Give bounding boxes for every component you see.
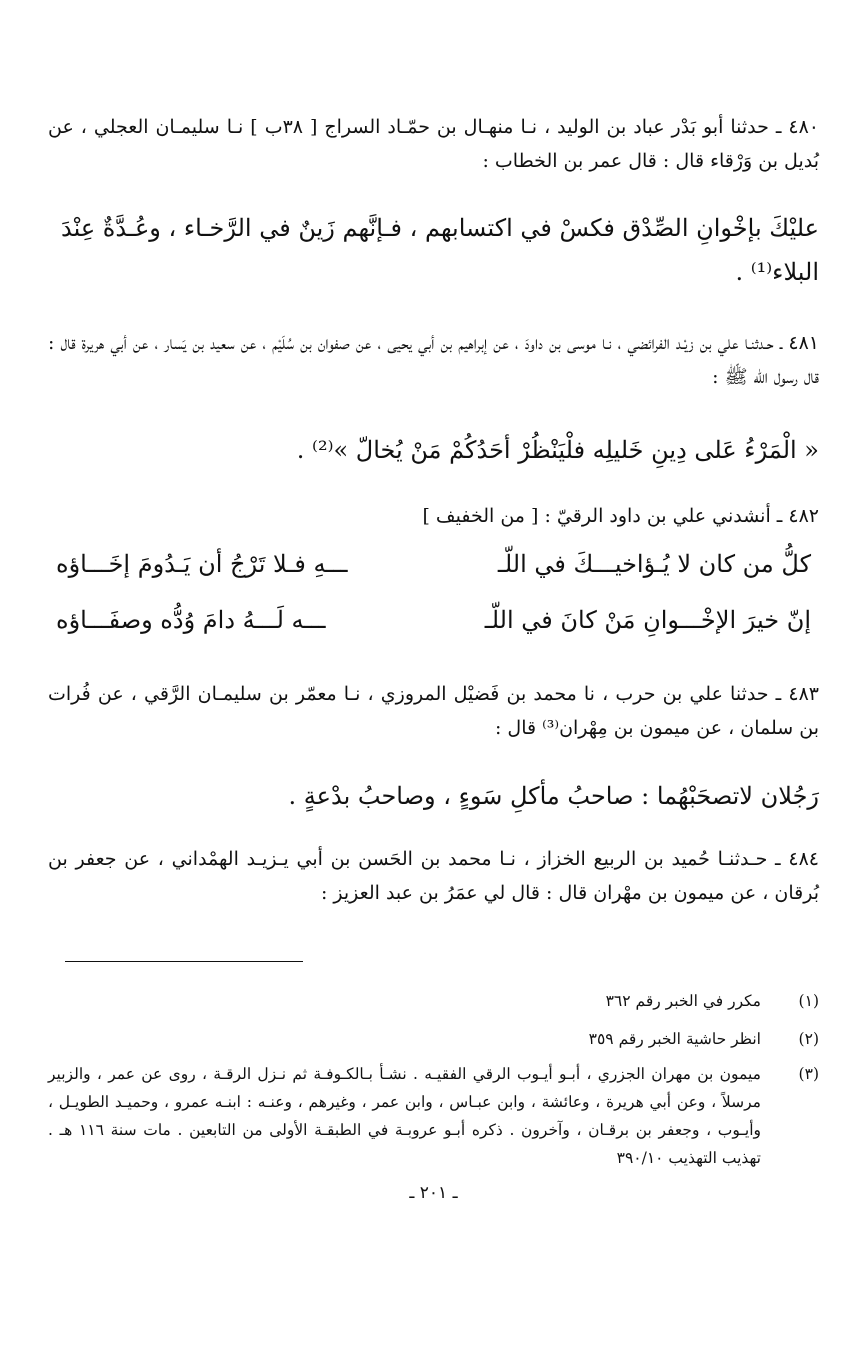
footnote-2-number: (٢) — [798, 1030, 819, 1048]
footnote-3-number: (٣) — [798, 1065, 819, 1083]
footnote-1-number: (١) — [798, 992, 819, 1010]
entry-481-quote: « الْمَرْءُ عَلى دِينِ خَليلِه فلْيَنْظُرْ أحَدُكُمْ مَنْ يُخالّ »⁽²⁾ . — [296, 436, 819, 464]
entry-484-narration: ٤٨٤ ـ حـدثنـا حُميد بن الربيع الخزاز ، نـا محمد بن الحَسن بن أبي يـزيـد الهمْداني ، عن جعفر بن بُرقان ، عن ميمون بن مهْران قال : قال لي عمَرُ بن عبد العزيز : — [48, 848, 819, 904]
footnote-1 — [48, 987, 819, 1015]
footnote-2-text: انظر حاشية الخبر رقم ٣٥٩ — [588, 1030, 761, 1048]
page-number: ـ ٢٠١ ـ — [409, 1183, 458, 1203]
footnote-2 — [48, 1025, 819, 1053]
verse-1-second-hemistich: ـــهِ فـلا تَرْجُ أن يَـدُومَ إخَـــاؤه — [56, 550, 348, 578]
entry-480-narration: ٤٨٠ ـ حدثنا أبو بَدْر عباد بن الوليد ، نـا منهـال بن حمّـاد السراج [ ٣٨ب ] نـا سليمـان العجلي ، عن بُديل بن وَرْقاء قال : قال عمر بن الخطاب : — [48, 116, 819, 172]
footnote-3-text: ميمون بن مهران الجزري ، أبـو أيـوب الرقي الفقيـه . نشـأ بـالكـوفـة ثم نـزل الرقـة ، روى عن عمر ، والزبير مرسلاً ، وعن أبي هريرة ، وعائشة ، وابن عبـاس ، وابن عمر ، وغيرهم ، وعنـه : ابنـه عمرو ، وحميـد الطويـل ، وأيـوب ، وجعفر بن برقـان ، وآخرون . ذكره أبـو عروبـة في الطبقـة الأولى من التابعين . مات سنة ١١٦ هـ . تهذيب التهذيب ٣٩٠/١٠ — [48, 1065, 761, 1167]
footnote-3 — [48, 1060, 819, 1172]
entry-480-quote: عليْكَ بإخْوانِ الصِّدْق فكسْ في اكتسابهم ، فـإنَّهم زَينٌ في الرَّخـاء ، وعُـدَّةٌ عِنْدَ البلاء⁽¹⁾ . — [60, 214, 819, 286]
entry-482-narration: ٤٨٢ ـ أنشدني علي بن داود الرقيّ : [ من الخفيف ] — [422, 505, 819, 527]
verse-2-second-hemistich: ـــه لَـــهُ دامَ وُدُّه وصفَـــاؤه — [56, 606, 326, 634]
entry-481-narration: ٤٨١ ـ حـدثنـا علي بن زيْـد الفرائضي ، نـا موسى بن داودَ ، عن إبراهيم بن أبي يحيى ، عن صفوان بن سُلَيْم ، عن سعيد بن يَسار ، عن أبي هريرة قال : قال رسول الله ﷺ : — [48, 332, 819, 388]
verse-1-first-hemistich: كلُّ من كان لا يُـؤاخيـــكَ في اللّـ — [497, 550, 811, 578]
footnote-1-text: مكرر في الخبر رقم ٣٦٢ — [605, 992, 761, 1010]
verse-line-1 — [0, 550, 867, 594]
footnote-separator — [65, 961, 303, 962]
verse-2-first-hemistich: إنّ خيرَ الإخْـــوانِ مَنْ كانَ في اللّـ — [484, 606, 811, 634]
entry-483-narration: ٤٨٣ ـ حدثنا علي بن حرب ، نا محمد بن فَضيْل المروزي ، نـا معمّر بن سليمـان الرَّقي ، عن فُرات بن سلمان ، عن ميمون بن مِهْران⁽³⁾ قال : — [48, 683, 819, 739]
entry-483-quote: رَجُلان لاتصحَبْهُما : صاحبُ مأكلِ سَوءٍ ، وصاحبُ بدْعةٍ . — [288, 782, 819, 810]
verse-line-2 — [0, 606, 867, 650]
